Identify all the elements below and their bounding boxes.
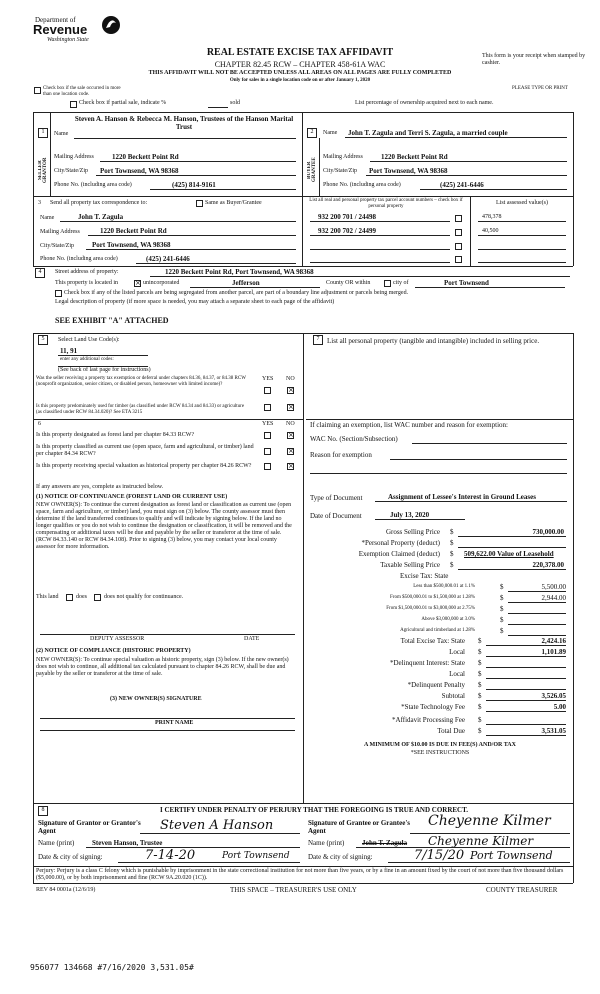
boundary-checkbox[interactable] — [55, 290, 62, 297]
city-of-label: city of — [393, 280, 409, 286]
section-1-number: 1 — [38, 128, 48, 138]
parcel-2-value: 40,500 — [482, 228, 499, 234]
partial-sold-label: sold — [230, 100, 241, 106]
same-as-buyer-label: Same as Buyer/Grantee — [205, 200, 262, 206]
section-4-number: 4 — [35, 268, 45, 278]
s5-q2-no[interactable]: × — [288, 403, 294, 411]
taxable-value: 220,378.00 — [532, 561, 564, 569]
s5-q1-yes[interactable] — [264, 387, 271, 394]
buyer-side-label: BUYER GRANTEE — [307, 157, 317, 183]
perjury-note: Perjury: Perjury is a class C felony which is punishable by imprisonment in the state correctional institution for not more than five years, or by a fine in an amount fixed by the court of not more than five thousand dollars ($5,000.00), or by both imprisonment and fine (RCW 9A.20.020 (1C)). — [36, 868, 564, 881]
bracket-1-dollar: $ — [500, 583, 504, 591]
corr-name-value: John T. Zagula — [78, 213, 124, 221]
bracket-2-dollar: $ — [500, 594, 504, 602]
boundary-label: Check box if any of the listed parcels are being segregated from another parcel, are part of a boundary line adjustment or parcels being merged. — [64, 290, 409, 296]
bracket-4-label: Above $3,000,000 at 3.0% — [421, 617, 475, 622]
subtotal-dollar: $ — [478, 692, 482, 700]
s6-q2-yes[interactable] — [264, 448, 271, 455]
doc-date-label: Date of Document — [310, 512, 362, 520]
grantor-date-label: Date & city of signing: — [38, 853, 103, 861]
grantor-name-label: Name (print) — [38, 839, 75, 847]
s6-q1-no[interactable]: × — [288, 431, 294, 439]
notice2-body: NEW OWNER(S): To continue special valuation as historic property, sign (3) below. If the new owner(s) does not wish to continue, all additional tax calculated pursuant to chapter 84.26 RCW, shall be due and payable by the seller or transferor at the time of sale. — [36, 657, 289, 677]
parcel-1-number: 932 200 701 / 24498 — [318, 213, 376, 221]
parcel-3-checkbox[interactable] — [455, 243, 462, 250]
total-state-label: Total Excise Tax: State — [400, 637, 465, 645]
doc-date-value: July 13, 2020 — [390, 511, 430, 519]
buyer-city-value: Port Townsend, WA 98368 — [369, 167, 448, 175]
s6-if-yes: If any answers are yes, complete as instructed below. — [36, 484, 164, 490]
this-land-label: This land — [36, 594, 59, 600]
s6-q3-no[interactable]: × — [288, 462, 294, 470]
agency-line1: Department of — [35, 16, 76, 24]
grantor-signature: Steven A Hanson — [160, 818, 274, 833]
s6-yes: YES — [262, 421, 274, 427]
partial-sale-label: Check box if partial sale, indicate % — [79, 100, 167, 106]
local-value: 1,101.89 — [541, 648, 566, 656]
agency-line3: Washington State — [47, 37, 89, 43]
section-5-number: 5 — [38, 335, 48, 345]
gross-value: 730,000.00 — [532, 528, 564, 536]
city-of-value: Port Townsend — [444, 279, 489, 287]
s5-q2: Is this property predominately used for timber (as classified under RCW 84.34 and 84.33) or agriculture (as classified under RCW 84.34.020)? See ETA 3215 — [36, 404, 245, 415]
grantee-name-struck: John T. Zagula — [362, 839, 408, 847]
exemption-value: 509,622.00 Value of Leasehold — [464, 550, 554, 558]
grantee-sig-label: Signature of Grantee or Grantee's Agent — [308, 819, 411, 835]
certify-statement: I CERTIFY UNDER PENALTY OF PERJURY THAT THE FOREGOING IS TRUE AND CORRECT. — [160, 806, 469, 814]
s6-q3-yes[interactable] — [264, 463, 271, 470]
buyer-mailing-value: 1220 Beckett Point Rd — [381, 153, 448, 161]
section-2-number: 2 — [307, 128, 317, 138]
deputy-date-label: DATE — [244, 636, 260, 642]
partial-sale-checkbox[interactable] — [70, 101, 77, 108]
does-label: does — [76, 594, 87, 600]
tech-fee-label: *State Technology Fee — [401, 703, 465, 711]
treasurer-space: THIS SPACE – TREASURER'S USE ONLY — [230, 886, 357, 894]
corr-city-value: Port Townsend, WA 98368 — [92, 241, 171, 249]
buyer-name-label: Name — [323, 130, 338, 136]
corr-phone-value: (425) 241-6446 — [146, 255, 190, 263]
parcel-2-number: 932 200 702 / 24499 — [318, 227, 376, 235]
wac-label: WAC No. (Section/Subsection) — [310, 435, 398, 443]
total-state-value: 2,424.16 — [541, 637, 566, 645]
grantor-sig-label: Signature of Grantor or Grantor's Agent — [38, 819, 141, 835]
correspondence-label: Send all property tax correspondence to: — [50, 200, 148, 206]
s5-yes: YES — [262, 376, 274, 382]
s6-q1: Is this property designated as forest land per chapter 84.33 RCW? — [36, 432, 195, 438]
section-7-number: 7 — [313, 335, 323, 345]
parcel-4-checkbox[interactable] — [455, 256, 462, 263]
minimum-due: A MINIMUM OF $10.00 IS DUE IN FEE(S) AND/OR TAX — [364, 742, 516, 748]
seller-city-value: Port Townsend, WA 98368 — [100, 167, 179, 175]
personal-property-label: List all personal property (tangible and intangible) included in selling price. — [327, 337, 540, 345]
tech-fee-value: 5.00 — [553, 703, 566, 711]
s6-no: NO — [286, 421, 295, 427]
receipt-stamp: 956077 134668 #7/16/2020 3,531.05# — [30, 963, 194, 972]
grantee-city: Port Townsend — [470, 849, 553, 862]
s6-q3: Is this property receiving special valuation as historical property per chapter 84.26 RCW? — [36, 463, 252, 469]
buyer-name-value: John T. Zagula and Terri S. Zagula, a married couple — [348, 129, 508, 137]
section-3-number: 3 — [38, 200, 41, 206]
does-not-label: does not qualify for continuance. — [104, 594, 184, 600]
bracket-5-label: Agricultural and timberland at 1.28% — [400, 628, 475, 633]
section-6-number: 6 — [38, 421, 41, 427]
form-chapter: CHAPTER 82.45 RCW – CHAPTER 458-61A WAC — [214, 60, 386, 69]
affidavit-fee-dollar: $ — [478, 716, 482, 724]
ownership-note: List percentage of ownership acquired next to each name. — [355, 100, 494, 106]
s5-no: NO — [286, 376, 295, 382]
parcels-header-left: List all real and personal property tax parcel account numbers – check box if personal property — [309, 198, 463, 209]
land-use-label: Select Land Use Code(s): — [58, 337, 120, 343]
s6-q2: Is this property classified as current use (open space, farm and agricultural, or timber) land per chapter 84.34 RCW? — [36, 444, 254, 457]
notice1-title: (1) NOTICE OF CONTINUANCE (FOREST LAND OR CURRENT USE) — [36, 494, 228, 500]
agency-line2: Revenue — [33, 22, 88, 37]
taxable-label: Taxable Selling Price — [380, 561, 440, 569]
doc-type-label: Type of Document — [310, 494, 363, 502]
exemption-label: Exemption Claimed (deduct) — [358, 550, 440, 558]
grantee-date: 7/15/20 — [414, 848, 465, 863]
delinq-penalty-label: *Delinquent Penalty — [407, 681, 465, 689]
land-use-value: 11, 91 — [60, 347, 78, 355]
wa-swirl-icon — [101, 14, 121, 36]
exhibit-a: SEE EXHIBIT "A" ATTACHED — [55, 316, 169, 325]
s5-q1: Was the seller receiving a property tax exemption or deferral under chapters 84.36, 84.37, or 84.38 RCW (nonprofit organization, senior citizen, or disabled person, homeowner with limited income)? — [36, 376, 246, 387]
county-label: County OR within — [326, 280, 371, 286]
grantee-signature: Cheyenne Kilmer — [428, 813, 551, 829]
personal-dollar: $ — [450, 539, 454, 547]
exemption-dollar: $ — [450, 550, 454, 558]
delinq-state-dollar: $ — [478, 659, 482, 667]
subtotal-label: Subtotal — [441, 692, 465, 700]
personal-label: *Personal Property (deduct) — [361, 539, 440, 547]
s5-q2-yes[interactable] — [264, 404, 271, 411]
corr-phone-label: Phone No. (including area code) — [40, 256, 118, 262]
bracket-3-label: From $1,500,000.01 to $3,000,000 at 2.75% — [386, 606, 475, 611]
taxable-dollar: $ — [450, 561, 454, 569]
parcel-1-value: 478,378 — [482, 214, 502, 220]
local-dollar: $ — [478, 648, 482, 656]
corr-name-label: Name — [40, 215, 55, 221]
delinq-local-dollar: $ — [478, 670, 482, 678]
form-notice: THIS AFFIDAVIT WILL NOT BE ACCEPTED UNLESS ALL AREAS ON ALL PAGES ARE FULLY COMPLETED — [148, 70, 452, 76]
affidavit-fee-label: *Affidavit Processing Fee — [392, 716, 465, 724]
additional-codes-label: enter any additional codes: — [60, 357, 114, 362]
tech-fee-dollar: $ — [478, 703, 482, 711]
grantee-date-label: Date & city of signing: — [308, 853, 373, 861]
bracket-2-label: From $500,000.01 to $1,500,000 at 1.28% — [390, 595, 475, 600]
corr-mailing-label: Mailing Address — [40, 229, 80, 235]
total-due-value: 3,531.05 — [541, 727, 566, 735]
within-city-checkbox[interactable] — [384, 280, 391, 287]
type-or-print: PLEASE TYPE OR PRINT — [512, 86, 568, 91]
located-label: This property is located in — [55, 280, 118, 286]
seller-mailing-label: Mailing Address — [54, 154, 94, 160]
form-revision: REV 84 0001a (12/6/19) — [36, 887, 96, 893]
notice1-body: NEW OWNER(S): To continue the current designation as forest land or classification as current use (open space, farm and agriculture, or timber) land, you must sign on (3) below. The county assessor must then determine if the land transferred continues to qualify and will indicate by signing below. If the land no longer qualifies or you do not wish to continue the designation or classification, it will be removed and the compensating or additional taxes will be due and payable by the seller or transferor at the time of sale. (RCW 84.33.140 or RCW 84.34.108). Prior to signing (3) below, you may contact your local county assessor for more information. — [36, 502, 292, 550]
see-instructions: *SEE INSTRUCTIONS — [410, 750, 470, 756]
does-checkbox[interactable] — [66, 594, 73, 601]
unincorporated-checkbox[interactable]: × — [135, 279, 141, 287]
print-name-label: PRINT NAME — [155, 720, 194, 726]
see-back-label: (See back of last page for instructions) — [58, 367, 151, 373]
doc-type-value: Assignment of Lessee's Interest in Ground Leases — [388, 493, 536, 501]
street-label: Street address of property: — [55, 269, 119, 275]
seller-phone-label: Phone No. (including area code) — [54, 182, 132, 188]
grantee-name: Cheyenne Kilmer — [428, 834, 534, 848]
receipt-note: This form is your receipt when stamped by cashier. — [482, 53, 586, 66]
multi-location-checkbox[interactable] — [34, 87, 41, 94]
s6-q2-no[interactable]: × — [288, 447, 294, 455]
seller-phone-value: (425) 814-9161 — [172, 181, 216, 189]
seller-city-label: City/State/Zip — [54, 168, 88, 174]
county-treasurer: COUNTY TREASURER — [486, 886, 558, 894]
delinq-local-label: Local — [449, 670, 465, 678]
bracket-1-value: 5,500.00 — [541, 583, 566, 591]
same-as-buyer-checkbox[interactable] — [196, 200, 203, 207]
section-8-number: 8 — [38, 806, 48, 816]
subtotal-value: 3,526.05 — [541, 692, 566, 700]
unincorporated-label: unincorporated — [143, 280, 180, 286]
bracket-5-dollar: $ — [500, 627, 504, 635]
excise-state-label: Excise Tax: State — [400, 572, 449, 580]
parcel-1-checkbox[interactable] — [455, 215, 462, 222]
local-label: Local — [449, 648, 465, 656]
legal-desc-label: Legal description of property (if more space is needed, you may attach a separate sheet to each page of the affidavit) — [55, 299, 335, 305]
reason-label: Reason for exemption — [310, 451, 372, 459]
does-not-checkbox[interactable] — [94, 594, 101, 601]
county-value: Jefferson — [232, 279, 260, 287]
delinq-state-label: *Delinquent Interest: State — [389, 659, 465, 667]
total-due-label: Total Due — [437, 727, 465, 735]
s6-q1-yes[interactable] — [264, 432, 271, 439]
street-value: 1220 Beckett Point Rd, Port Townsend, WA 98368 — [165, 268, 314, 276]
total-due-dollar: $ — [478, 727, 482, 735]
buyer-mailing-label: Mailing Address — [323, 154, 363, 160]
bracket-4-dollar: $ — [500, 616, 504, 624]
buyer-phone-label: Phone No. (including area code) — [323, 182, 401, 188]
corr-city-label: City/State/Zip — [40, 243, 74, 249]
new-owner-sig-label: (3) NEW OWNER(S) SIGNATURE — [110, 696, 202, 702]
parcel-2-checkbox[interactable] — [455, 229, 462, 236]
form-title: REAL ESTATE EXCISE TAX AFFIDAVIT — [206, 47, 394, 58]
total-state-dollar: $ — [478, 637, 482, 645]
grantee-name-label: Name (print) — [308, 839, 345, 847]
buyer-city-label: City/State/Zip — [323, 168, 357, 174]
bracket-2-value: 2,944.00 — [541, 594, 566, 602]
notice2-title: (2) NOTICE OF COMPLIANCE (HISTORIC PROPERTY) — [36, 648, 191, 654]
grantor-date: 7-14-20 — [145, 848, 196, 863]
seller-mailing-value: 1220 Beckett Point Rd — [112, 153, 179, 161]
gross-dollar: $ — [450, 528, 454, 536]
buyer-phone-value: (425) 241-6446 — [440, 181, 484, 189]
wac-intro: If claiming an exemption, list WAC number and reason for exemption: — [310, 421, 508, 429]
corr-mailing-value: 1220 Beckett Point Rd — [100, 227, 167, 235]
form-only-for: Only for sales in a single location code on or after January 1, 2020 — [229, 78, 371, 83]
grantor-city: Port Townsend — [222, 851, 290, 861]
delinq-penalty-dollar: $ — [478, 681, 482, 689]
grantor-name: Steven Hanson, Trustee — [92, 839, 163, 847]
seller-name-value: Steven A. Hanson & Rebecca M. Hanson, Trustees of the Hanson Marital Trust — [74, 115, 294, 131]
multi-location-label: Check box if the sale occurred in more than one location code. — [43, 86, 121, 97]
agency-logo — [33, 14, 123, 50]
seller-name-label: Name — [54, 131, 69, 137]
parcels-header-right: List assessed value(s) — [496, 200, 548, 206]
bracket-3-dollar: $ — [500, 605, 504, 613]
gross-label: Gross Selling Price — [385, 528, 440, 536]
s5-q1-no[interactable]: × — [288, 386, 294, 394]
deputy-assessor-label: DEPUTY ASSESSOR — [90, 636, 145, 642]
seller-side-label: SELLER GRANTOR — [38, 157, 48, 183]
bracket-1-label: Less than $500,000.01 at 1.1% — [413, 584, 475, 589]
